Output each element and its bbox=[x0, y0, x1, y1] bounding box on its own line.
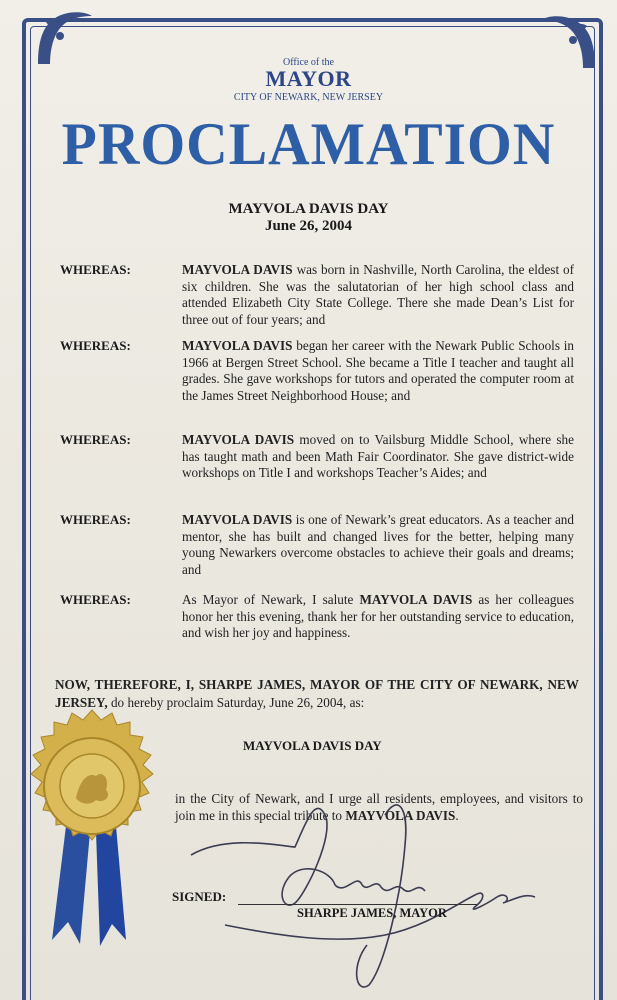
day-heading: MAYVOLA DAVIS DAY bbox=[228, 201, 389, 217]
whereas-clause: MAYVOLA DAVIS began her career with the Newark Public Schools in 1966 at Bergen Street School. She became a Title I teacher and taught all grades. She gave workshops for tutors and operated the computer room at the James Street Neighborhood House; and bbox=[182, 338, 574, 403]
office-label: Office of the bbox=[283, 57, 334, 68]
signature-line bbox=[238, 904, 478, 905]
whereas-label: WHEREAS: bbox=[60, 262, 131, 277]
whereas-label: WHEREAS: bbox=[60, 592, 131, 607]
whereas-label: WHEREAS: bbox=[60, 512, 131, 527]
whereas-label: WHEREAS: bbox=[60, 338, 131, 353]
whereas-clause: MAYVOLA DAVIS is one of Newark’s great educators. As a teacher and mentor, she has built and changed lives for the better, helping many young Newarkers overcome obstacles to achieve their goals and dreams; and bbox=[182, 512, 574, 577]
proclaimed-day: MAYVOLA DAVIS DAY bbox=[243, 738, 382, 753]
mayor-label: MAYOR bbox=[265, 66, 352, 91]
signer-name: SHARPE JAMES, MAYOR bbox=[297, 906, 447, 920]
whereas-clause: MAYVOLA DAVIS was born in Nashville, North Carolina, the eldest of six children. She was the salutatorian of her high school class and attended Elizabeth City State College. There she made Dean’s List for three out of four years; and bbox=[182, 262, 575, 327]
city-label: CITY OF NEWARK, NEW JERSEY bbox=[233, 92, 384, 103]
whereas-clause: MAYVOLA DAVIS moved on to Vailsburg Middle School, where she has taught math and been Math Fair Coordinator. She gave district-wide workshops on Title I and workshops Teacher’s Aides; and bbox=[182, 432, 574, 480]
closing-statement: in the City of Newark, and I urge all residents, employees, and visitors to join me in this special tribute to MAYVOLA DAVIS. bbox=[175, 791, 583, 823]
signed-label: SIGNED: bbox=[172, 889, 227, 904]
day-date: June 26, 2004 bbox=[264, 218, 353, 234]
whereas-label: WHEREAS: bbox=[60, 432, 131, 447]
proclamation-statement: NOW, THEREFORE, I, SHARPE JAMES, MAYOR OF THE CITY OF NEWARK, NEW JERSEY, do hereby proclaim Saturday, June 26, 2004, as: bbox=[55, 677, 579, 710]
document-title: PROCLAMATION bbox=[61, 111, 556, 177]
mayor-signature bbox=[185, 785, 545, 995]
whereas-clause: As Mayor of Newark, I salute MAYVOLA DAVIS as her colleagues honor her this evening, thank her for her outstanding service to education, and wish her joy and happiness. bbox=[182, 592, 574, 640]
city-seal-icon bbox=[4, 708, 179, 958]
